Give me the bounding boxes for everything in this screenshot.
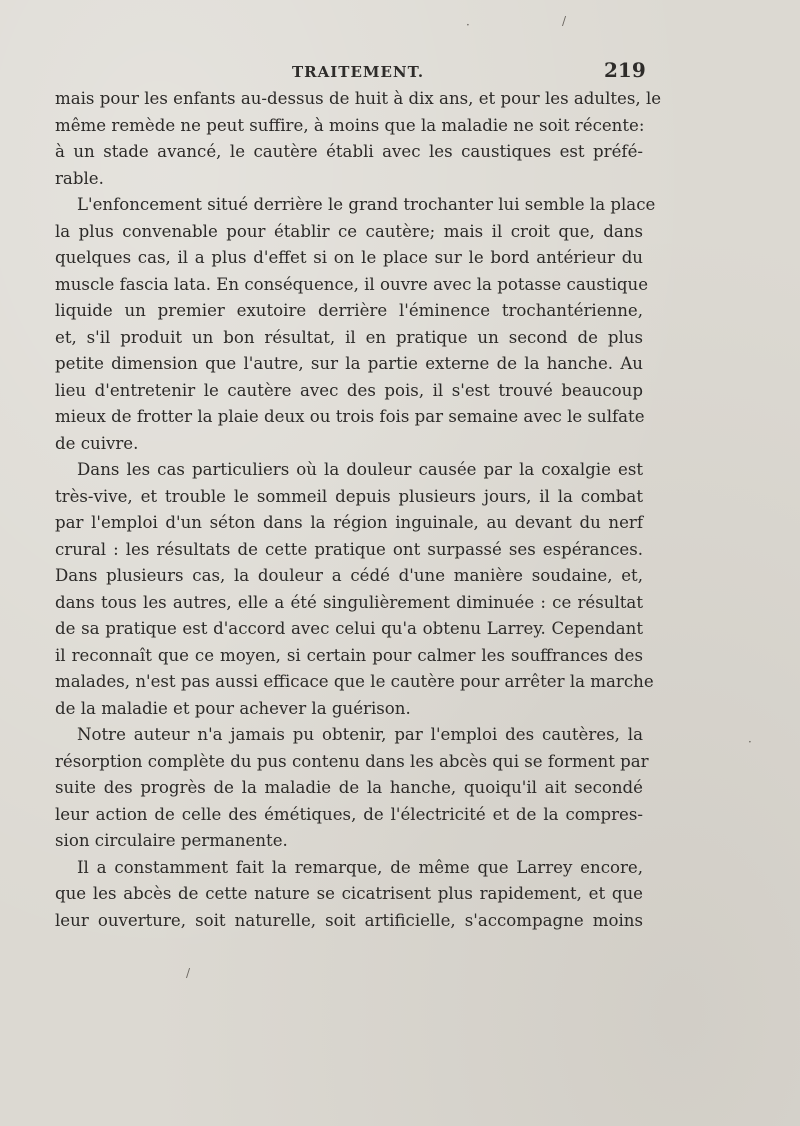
text-line: suite des progrès de la maladie de la hanche, quoiqu'il ait secondé: [55, 778, 643, 797]
paper-speck: /: [562, 14, 567, 28]
text-line: par l'emploi d'un séton dans la région inguinale, au devant du nerf: [55, 513, 643, 532]
text-line: que les abcès de cette nature se cicatrisent plus rapidement, et que: [55, 884, 643, 903]
page-number: 219: [604, 58, 646, 82]
text-line: leur ouverture, soit naturelle, soit artificielle, s'accompagne moins: [55, 910, 643, 930]
text-line: petite dimension que l'autre, sur la partie externe de la hanche. Au: [55, 354, 643, 373]
text-line: mais pour les enfants au-dessus de huit à dix ans, et pour les adultes, le: [55, 89, 662, 108]
text-line: la plus convenable pour établir ce cautère; mais il croit que, dans: [55, 221, 643, 241]
text-line: de sa pratique est d'accord avec celui qu'a obtenu Larrey. Cependant: [55, 619, 643, 638]
paragraph-start-line: L'enfoncement situé derrière le grand trochanter lui semble la place: [77, 195, 656, 214]
paragraph-start-line: Notre auteur n'a jamais pu obtenir, par l'emploi des cautères, la: [77, 725, 643, 744]
text-line: de cuivre.: [55, 433, 139, 453]
text-line: dans tous les autres, elle a été singulièrement diminuée : ce résultat: [55, 592, 643, 612]
text-line: lieu d'entretenir le cautère avec des pois, il s'est trouvé beaucoup: [55, 380, 643, 400]
text-line: et, s'il produit un bon résultat, il en pratique un second de plus: [55, 327, 643, 347]
text-line: de la maladie et pour achever la guérison.: [55, 698, 411, 718]
text-line: Dans plusieurs cas, la douleur a cédé d'une manière soudaine, et,: [55, 566, 643, 585]
text-line: à un stade avancé, le cautère établi avec les caustiques est préfé-: [55, 142, 643, 161]
text-line: même remède ne peut suffire, à moins que la maladie ne soit récente:: [55, 115, 645, 135]
text-line: malades, n'est pas aussi efficace que le cautère pour arrêter la marche: [55, 672, 654, 691]
text-line: il reconnaît que ce moyen, si certain pour calmer les souffrances des: [55, 645, 643, 665]
text-line: liquide un premier exutoire derrière l'éminence trochantérienne,: [55, 301, 643, 320]
text-line: très-vive, et trouble le sommeil depuis plusieurs jours, il la combat: [55, 486, 643, 506]
text-line: muscle fascia lata. En conséquence, il ouvre avec la potasse caustique: [55, 274, 649, 294]
paragraph-start-line: Dans les cas particuliers où la douleur causée par la coxalgie est: [77, 460, 643, 479]
text-line: crural : les résultats de cette pratique ont surpassé ses espérances.: [55, 539, 643, 559]
body-text: [55, 86, 662, 934]
text-line: sion circulaire permanente.: [55, 831, 288, 850]
paper-speck: ·: [748, 735, 752, 749]
paragraph-start-line: Il a constamment fait la remarque, de même que Larrey encore,: [77, 857, 643, 877]
text-line: rable.: [55, 168, 104, 188]
text-line: résorption complète du pus contenu dans les abcès qui se forment par: [55, 751, 649, 771]
text-line: leur action de celle des émétiques, de l'électricité et de la compres-: [55, 804, 643, 824]
paper-speck: ·: [466, 18, 470, 32]
paper-speck: /: [186, 966, 191, 980]
text-line: mieux de frotter la plaie deux ou trois fois par semaine avec le sulfate: [55, 407, 645, 426]
text-line: quelques cas, il a plus d'effet si on le place sur le bord antérieur du: [55, 248, 643, 267]
running-head: TRAITEMENT.: [292, 63, 425, 81]
